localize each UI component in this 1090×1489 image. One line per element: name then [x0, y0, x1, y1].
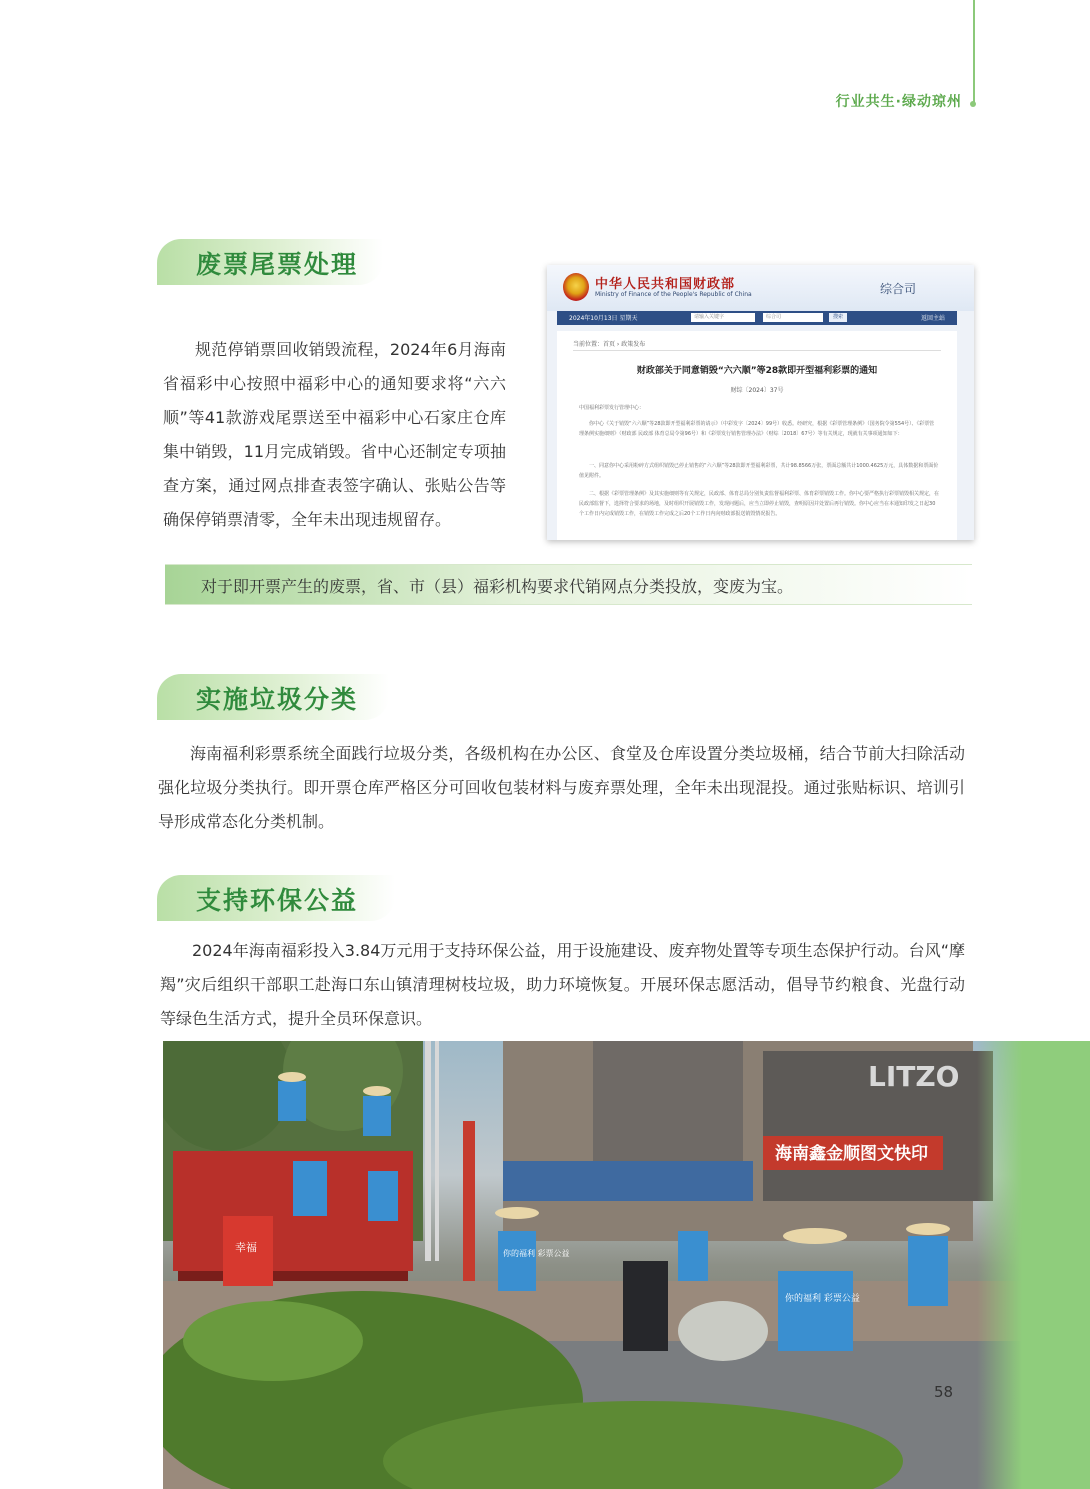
ministry-nav-bar — [557, 311, 957, 325]
header-divider-line — [973, 0, 975, 104]
search-input[interactable]: 请输入关键字 — [691, 313, 755, 322]
photo-illustration — [163, 1041, 1090, 1489]
shop-sign-litzo: LITZO — [868, 1060, 960, 1093]
section3-paragraph: 2024年海南福彩投入3.84万元用于支持环保公益，用于设施建设、废弃物处置等专项生态保护行动。台风“摩羯”灾后组织干部职工赴海口东山镇清理树枝垃圾，助力环境恢复。开展环保志愿活动，倡导节约粮食、光盘行动等绿色生活方式，提升全员环保意识。 — [160, 941, 965, 1028]
nav-date: 2024年10月13日 星期天 — [569, 315, 638, 322]
notice-paragraph: 你中心《关于销毁“六六顺”等28款即开型福利彩票的请示》（中彩发字〔2024〕99号）收悉。经研究，根据《彩票管理条例》（国务院令第554号）、《彩票管理条例实施细则》（财政部 民政部 体育总局令第96号）和《彩票发行销售管理办法》（财综〔2018〕67号）等有关规定，现就有关事项通知如下： — [579, 421, 935, 437]
ministry-notice-screenshot — [547, 265, 974, 540]
notice-body — [557, 331, 957, 540]
ministry-name-cn: 中华人民共和国财政部 — [595, 277, 736, 292]
section-heading-waste-tickets — [157, 239, 383, 285]
national-emblem-icon — [563, 273, 589, 301]
section-heading-garbage-sorting — [157, 674, 389, 720]
ministry-banner — [547, 265, 974, 311]
breadcrumb: 当前位置：首页 › 政策发布 — [573, 341, 646, 348]
section-title: 实施垃圾分类 — [196, 685, 359, 714]
shop-sign-print: 海南鑫金顺图文快印 — [775, 1144, 928, 1164]
section1-paragraph: 规范停销票回收销毁流程，2024年6月海南省福彩中心按照中福彩中心的通知要求将“六六顺”等41款游戏尾票送至中福彩中心石家庄仓库集中销毁，11月完成销毁。省中心还制定专项抽查方案，通过网点排查表签字确认、张贴公告等确保停销票清零，全年未出现违规留存。 — [163, 340, 506, 529]
department-select[interactable]: 综合司 — [763, 313, 823, 322]
vest-text: 你的福利 彩票公益 — [503, 1249, 570, 1258]
header-dot — [970, 101, 976, 107]
header-tag: 行业共生·绿动琼州 — [835, 94, 962, 110]
volunteer-cleanup-photo — [163, 1041, 1090, 1489]
section-heading-environmental-charity — [157, 875, 395, 921]
section2-paragraph: 海南福利彩票系统全面践行垃圾分类，各级机构在办公区、食堂及仓库设置分类垃圾桶，结合节前大扫除活动强化垃圾分类执行。即开票仓库严格区分可回收包装材料与废弃票处理，全年未出现混投。通过张贴标识、培训引导形成常态化分类机制。 — [158, 744, 965, 831]
notice-paragraph: 二、根据《彩票管理条例》及其实施细则等有关规定，民政部、体育总局分别负责监督福利彩票、体育彩票销毁工作。你中心要严格执行彩票销毁相关规定，在民政部监督下，选择符合要求的场地，及时组织开展销毁工作，发现问题后，应当立即停止销毁，查明原因并处置后再行销毁。你中心应当在本通知印发之日起30个工作日内完成销毁工作，在销毁工作完成之后20个工作日内向财政部报送销毁情况报告。 — [579, 491, 940, 517]
vest-text: 你的福利 彩票公益 — [785, 1294, 860, 1304]
notice-number: 财综〔2024〕37号 — [730, 387, 784, 394]
callout-text: 对于即开票产生的废票，省、市（县）福彩机构要求代销网点分类投放，变废为宝。 — [201, 577, 794, 596]
vest-text: 幸福 — [235, 1241, 257, 1254]
search-button[interactable]: 搜索 — [829, 313, 847, 322]
section-title: 支持环保公益 — [196, 886, 359, 915]
ministry-name-en: Ministry of Finance of the People's Republic of China — [595, 291, 752, 298]
notice-paragraph: 一、同意你中心采用粉碎方式组织销毁已停止销售的“六六顺”等28款即开型福利彩票，共计98.8566万张，票面总额共计1000.4625万元，具体数据和票面价值见附件。 — [579, 463, 939, 479]
department-name: 综合司 — [880, 282, 917, 296]
callout-bar — [165, 564, 972, 605]
home-link[interactable]: 返回主站 — [920, 315, 945, 322]
breadcrumb-divider — [573, 350, 941, 351]
notice-paragraph: 中国福利彩票发行管理中心： — [579, 405, 645, 411]
page-number: 58 — [934, 1383, 954, 1401]
section-title: 废票尾票处理 — [196, 250, 359, 279]
page-side-band — [977, 1041, 1090, 1489]
notice-title: 财政部关于同意销毁“六六顺”等28款即开型福利彩票的通知 — [636, 366, 878, 376]
